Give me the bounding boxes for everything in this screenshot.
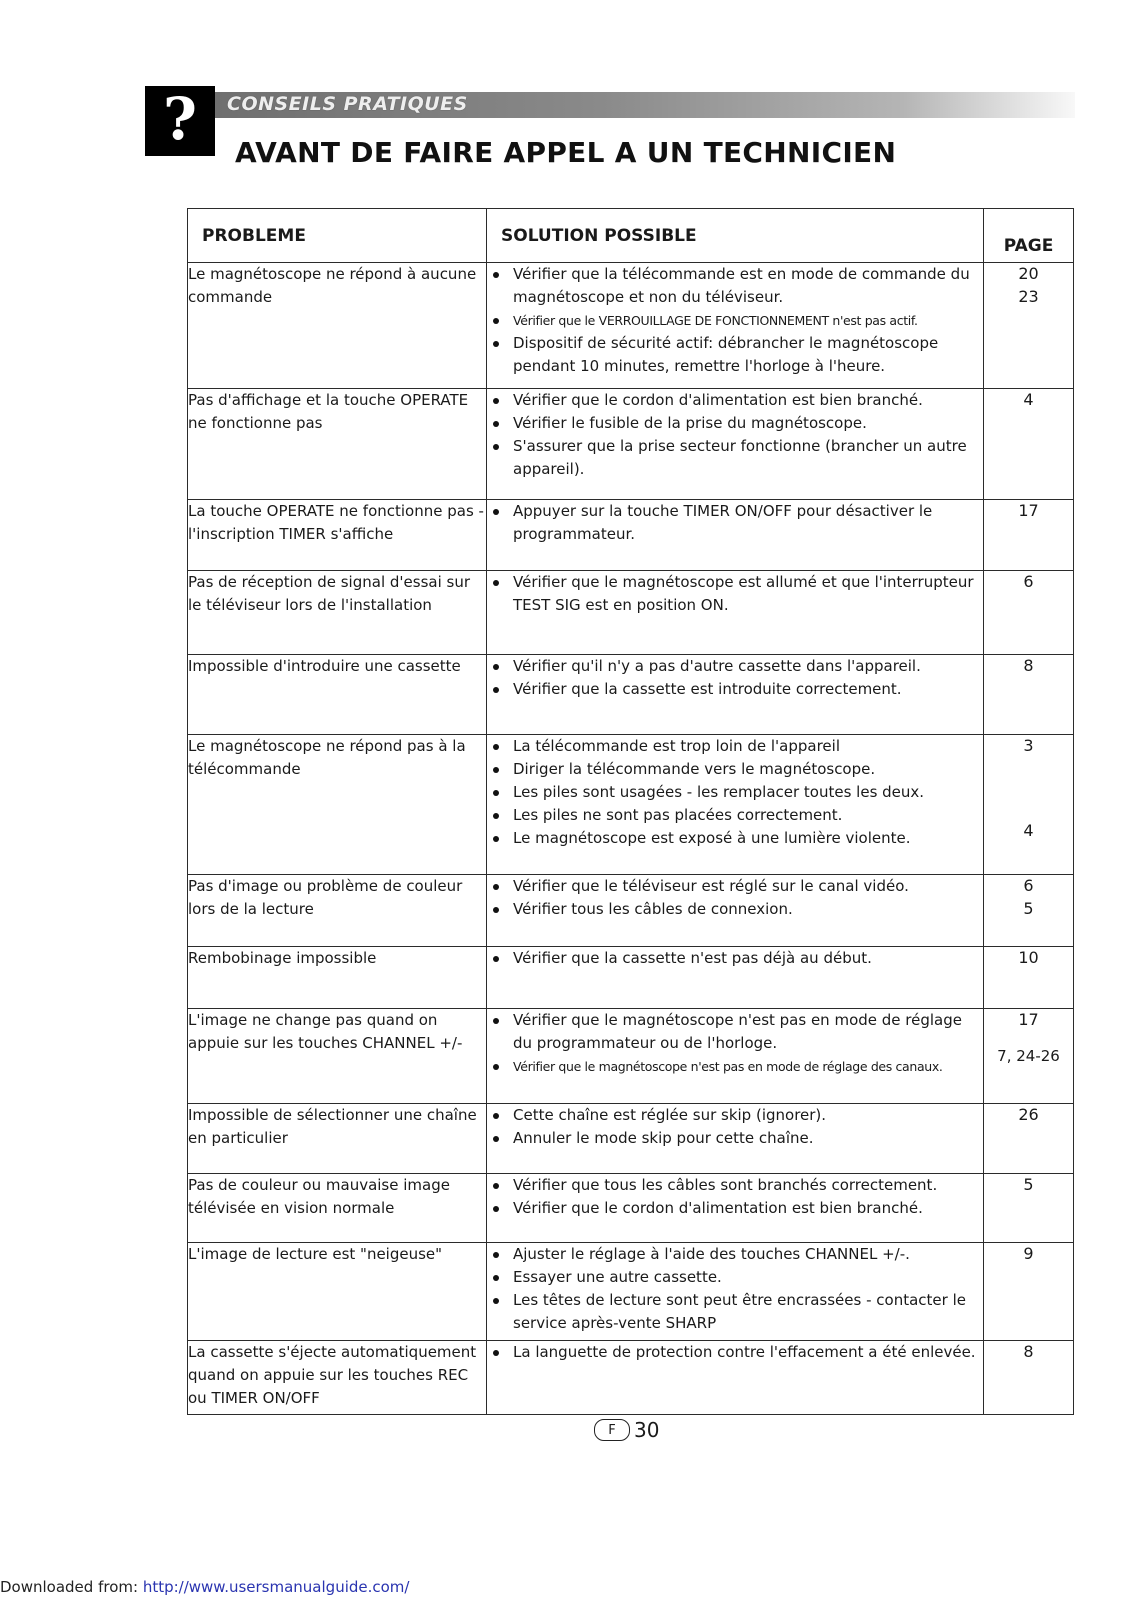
solution-cell <box>487 263 984 389</box>
page-ref: 17 <box>1018 501 1039 520</box>
table-row <box>188 389 1074 500</box>
table-row <box>188 1174 1074 1243</box>
troubleshooting-table <box>187 208 1074 1415</box>
problem-cell: L'image de lecture est "neigeuse" <box>188 1243 487 1341</box>
solution-item: Vérifier tous les câbles de connexion. <box>487 898 983 921</box>
solution-cell <box>487 655 984 735</box>
solution-item: Appuyer sur la touche TIMER ON/OFF pour désactiver le programmateur. <box>487 500 983 546</box>
table-row <box>188 1243 1074 1341</box>
language-badge: F <box>594 1419 630 1441</box>
solution-item: Vérifier que le magnétoscope est allumé et que l'interrupteur TEST SIG est en position ON. <box>487 571 983 617</box>
table-row <box>188 571 1074 655</box>
solution-item: Vérifier que le VERROUILLAGE DE FONCTIONNEMENT n'est pas actif. <box>487 309 983 332</box>
solution-cell <box>487 1009 984 1104</box>
footer-label: Downloaded from: <box>0 1578 143 1596</box>
table-row <box>188 1009 1074 1104</box>
table-row <box>188 655 1074 735</box>
solution-item: La languette de protection contre l'effacement a été enlevée. <box>487 1341 983 1364</box>
solution-item: Les têtes de lecture sont peut être encrassées - contacter le service après-vente SHARP <box>487 1289 983 1335</box>
page-ref: 5 <box>1023 899 1034 918</box>
solution-item: Essayer une autre cassette. <box>487 1266 983 1289</box>
solution-cell <box>487 571 984 655</box>
solution-cell <box>487 735 984 875</box>
solution-item: Ajuster le réglage à l'aide des touches CHANNEL +/-. <box>487 1243 983 1266</box>
table-row <box>188 735 1074 875</box>
page-cell <box>984 1243 1074 1341</box>
page-ref: 4 <box>1023 390 1034 409</box>
page-ref: 26 <box>1018 1105 1039 1124</box>
solution-cell <box>487 1341 984 1415</box>
problem-cell: Impossible d'introduire une cassette <box>188 655 487 735</box>
solution-cell <box>487 875 984 947</box>
solution-cell <box>487 389 984 500</box>
page-cell <box>984 1174 1074 1243</box>
solution-cell <box>487 1104 984 1174</box>
solution-item: Vérifier que la télécommande est en mode de commande du magnétoscope et non du téléviseur. <box>487 263 983 309</box>
table-row <box>188 263 1074 389</box>
table-row <box>188 947 1074 1009</box>
table-row <box>188 875 1074 947</box>
page-ref: 9 <box>1023 1244 1034 1263</box>
page-ref: 17 <box>1018 1010 1039 1029</box>
page-ref: 20 <box>1018 264 1039 283</box>
page-ref: 23 <box>1018 287 1039 306</box>
page-ref: 7, 24-26 <box>997 1047 1060 1065</box>
table-row <box>188 1341 1074 1415</box>
problem-cell: Le magnétoscope ne répond pas à la télécommande <box>188 735 487 875</box>
column-header-solution: SOLUTION POSSIBLE <box>487 209 984 263</box>
page-cell <box>984 1341 1074 1415</box>
solution-item: Vérifier que le téléviseur est réglé sur le canal vidéo. <box>487 875 983 898</box>
problem-cell: L'image ne change pas quand on appuie sur les touches CHANNEL +/- <box>188 1009 487 1104</box>
section-label: CONSEILS PRATIQUES <box>227 93 468 115</box>
page-cell <box>984 263 1074 389</box>
problem-cell: Impossible de sélectionner une chaîne en particulier <box>188 1104 487 1174</box>
page-number <box>594 1418 659 1442</box>
page-ref: 8 <box>1023 1342 1034 1361</box>
page-cell <box>984 500 1074 571</box>
page-ref: 3 <box>1023 736 1034 755</box>
column-header-problem: PROBLEME <box>188 209 487 263</box>
problem-cell: Pas de réception de signal d'essai sur le téléviseur lors de l'installation <box>188 571 487 655</box>
section-band <box>215 92 1075 118</box>
solution-item: Vérifier que le cordon d'alimentation est bien branché. <box>487 389 983 412</box>
problem-cell: La touche OPERATE ne fonctionne pas - l'inscription TIMER s'affiche <box>188 500 487 571</box>
solution-item: Le magnétoscope est exposé à une lumière violente. <box>487 827 983 850</box>
problem-cell: Pas de couleur ou mauvaise image télévisée en vision normale <box>188 1174 487 1243</box>
page-cell <box>984 389 1074 500</box>
page-ref: 8 <box>1023 656 1034 675</box>
page-cell <box>984 571 1074 655</box>
page-cell <box>984 947 1074 1009</box>
problem-cell: Pas d'affichage et la touche OPERATE ne fonctionne pas <box>188 389 487 500</box>
page-cell <box>984 1104 1074 1174</box>
page-ref: 6 <box>1023 572 1034 591</box>
problem-cell: Pas d'image ou problème de couleur lors de la lecture <box>188 875 487 947</box>
page-header <box>145 86 1080 174</box>
page-cell <box>984 1009 1074 1104</box>
page-ref: 10 <box>1018 948 1039 967</box>
solution-cell <box>487 500 984 571</box>
solution-item: Vérifier que la cassette n'est pas déjà au début. <box>487 947 983 970</box>
solution-item: Annuler le mode skip pour cette chaîne. <box>487 1127 983 1150</box>
solution-cell <box>487 1243 984 1341</box>
solution-item: Vérifier que le magnétoscope n'est pas en mode de réglage du programmateur ou de l'horloge. <box>487 1009 983 1055</box>
page-ref: 5 <box>1023 1175 1034 1194</box>
solution-cell <box>487 1174 984 1243</box>
download-footer <box>0 1578 409 1596</box>
solution-cell <box>487 947 984 1009</box>
footer-link[interactable]: http://www.usersmanualguide.com/ <box>142 1578 410 1596</box>
solution-item: Cette chaîne est réglée sur skip (ignorer). <box>487 1104 983 1127</box>
page-ref: 6 <box>1023 876 1034 895</box>
solution-item: Vérifier qu'il n'y a pas d'autre cassette dans l'appareil. <box>487 655 983 678</box>
page-cell <box>984 735 1074 875</box>
column-header-page: PAGE <box>984 209 1074 263</box>
page-number-value: 30 <box>634 1418 660 1442</box>
solution-item: Les piles ne sont pas placées correctement. <box>487 804 983 827</box>
table-header-row <box>188 209 1074 263</box>
solution-item: La télécommande est trop loin de l'appareil <box>487 735 983 758</box>
page-cell <box>984 875 1074 947</box>
problem-cell: Le magnétoscope ne répond à aucune commande <box>188 263 487 389</box>
solution-item: Vérifier que le magnétoscope n'est pas en mode de réglage des canaux. <box>487 1055 983 1078</box>
problem-cell: La cassette s'éjecte automatiquement quand on appuie sur les touches REC ou TIMER ON/OFF <box>188 1341 487 1415</box>
table-row <box>188 500 1074 571</box>
question-mark-icon: ? <box>145 86 215 156</box>
solution-item: Diriger la télécommande vers le magnétoscope. <box>487 758 983 781</box>
solution-item: Vérifier que la cassette est introduite correctement. <box>487 678 983 701</box>
solution-item: Dispositif de sécurité actif: débrancher le magnétoscope pendant 10 minutes, remettre l'horloge à l'heure. <box>487 332 983 378</box>
problem-cell: Rembobinage impossible <box>188 947 487 1009</box>
solution-item: Vérifier que le cordon d'alimentation est bien branché. <box>487 1197 983 1220</box>
solution-item: Les piles sont usagées - les remplacer toutes les deux. <box>487 781 983 804</box>
solution-item: S'assurer que la prise secteur fonctionne (brancher un autre appareil). <box>487 435 983 481</box>
table-row <box>188 1104 1074 1174</box>
page-title: AVANT DE FAIRE APPEL A UN TECHNICIEN <box>235 136 897 169</box>
solution-item: Vérifier le fusible de la prise du magnétoscope. <box>487 412 983 435</box>
page-cell <box>984 655 1074 735</box>
solution-item: Vérifier que tous les câbles sont branchés correctement. <box>487 1174 983 1197</box>
page-ref: 4 <box>1023 821 1034 840</box>
